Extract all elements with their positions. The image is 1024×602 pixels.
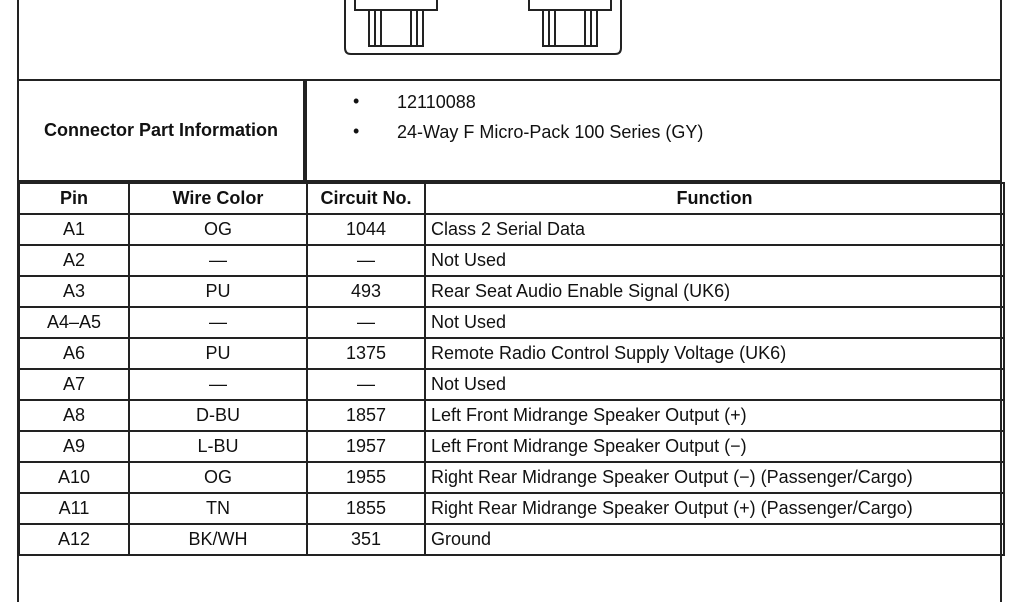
pin-cell: A6: [19, 338, 129, 369]
table-row: [19, 369, 1004, 400]
table-row: [19, 400, 1004, 431]
table-row: [19, 493, 1004, 524]
table-row: [19, 462, 1004, 493]
function-cell: Left Front Midrange Speaker Output (−): [425, 431, 1004, 462]
part-number: • 12110088: [397, 92, 476, 113]
wire-color-cell: PU: [129, 276, 307, 307]
circuit-cell: —: [307, 369, 425, 400]
pin-cell: A7: [19, 369, 129, 400]
function-cell: Ground: [425, 524, 1004, 555]
wire-color-cell: OG: [129, 462, 307, 493]
table-row: [19, 431, 1004, 462]
pin-cell: A4–A5: [19, 307, 129, 338]
connector-part-information: [19, 81, 1002, 182]
circuit-cell: —: [307, 307, 425, 338]
function-cell: Right Rear Midrange Speaker Output (+) (Passenger/Cargo): [425, 493, 1004, 524]
circuit-cell: 1044: [307, 214, 425, 245]
table-row: [19, 214, 1004, 245]
circuit-cell: 493: [307, 276, 425, 307]
circuit-cell: 1955: [307, 462, 425, 493]
circuit-cell: 1857: [307, 400, 425, 431]
pin-cell: A11: [19, 493, 129, 524]
pin-cell: A8: [19, 400, 129, 431]
circuit-cell: 351: [307, 524, 425, 555]
header-circuit-no: Circuit No.: [307, 183, 425, 214]
circuit-cell: 1855: [307, 493, 425, 524]
function-cell: Rear Seat Audio Enable Signal (UK6): [425, 276, 1004, 307]
circuit-cell: 1375: [307, 338, 425, 369]
pin-cell: A9: [19, 431, 129, 462]
table-row: [19, 307, 1004, 338]
wire-color-cell: PU: [129, 338, 307, 369]
function-cell: Class 2 Serial Data: [425, 214, 1004, 245]
function-cell: Remote Radio Control Supply Voltage (UK6): [425, 338, 1004, 369]
table-row: [19, 524, 1004, 555]
pin-cell: A2: [19, 245, 129, 276]
function-cell: Not Used: [425, 307, 1004, 338]
connector-drawing: [319, 0, 639, 60]
wire-color-cell: OG: [129, 214, 307, 245]
pin-cell: A1: [19, 214, 129, 245]
circuit-cell: 1957: [307, 431, 425, 462]
table-row: [19, 276, 1004, 307]
wire-color-cell: —: [129, 369, 307, 400]
table-row: [19, 245, 1004, 276]
connector-illustration-area: [19, 0, 1002, 81]
circuit-cell: —: [307, 245, 425, 276]
wire-color-cell: TN: [129, 493, 307, 524]
function-cell: Not Used: [425, 245, 1004, 276]
table-header-row: [19, 183, 1004, 214]
wire-color-cell: L-BU: [129, 431, 307, 462]
wire-color-cell: —: [129, 307, 307, 338]
pin-cell: A10: [19, 462, 129, 493]
function-cell: Left Front Midrange Speaker Output (+): [425, 400, 1004, 431]
wire-color-cell: BK/WH: [129, 524, 307, 555]
wire-color-cell: —: [129, 245, 307, 276]
connector-description: • 24-Way F Micro-Pack 100 Series (GY): [397, 122, 703, 143]
header-wire-color: Wire Color: [129, 183, 307, 214]
pin-cell: A12: [19, 524, 129, 555]
header-function: Function: [425, 183, 1004, 214]
function-cell: Right Rear Midrange Speaker Output (−) (Passenger/Cargo): [425, 462, 1004, 493]
table-row: [19, 338, 1004, 369]
function-cell: Not Used: [425, 369, 1004, 400]
part-info-list: [305, 81, 1002, 180]
pin-cell: A3: [19, 276, 129, 307]
part-info-label: Connector Part Information: [19, 81, 305, 180]
pinout-table: [18, 182, 1005, 556]
header-pin: Pin: [19, 183, 129, 214]
table-body: [19, 214, 1004, 555]
wire-color-cell: D-BU: [129, 400, 307, 431]
